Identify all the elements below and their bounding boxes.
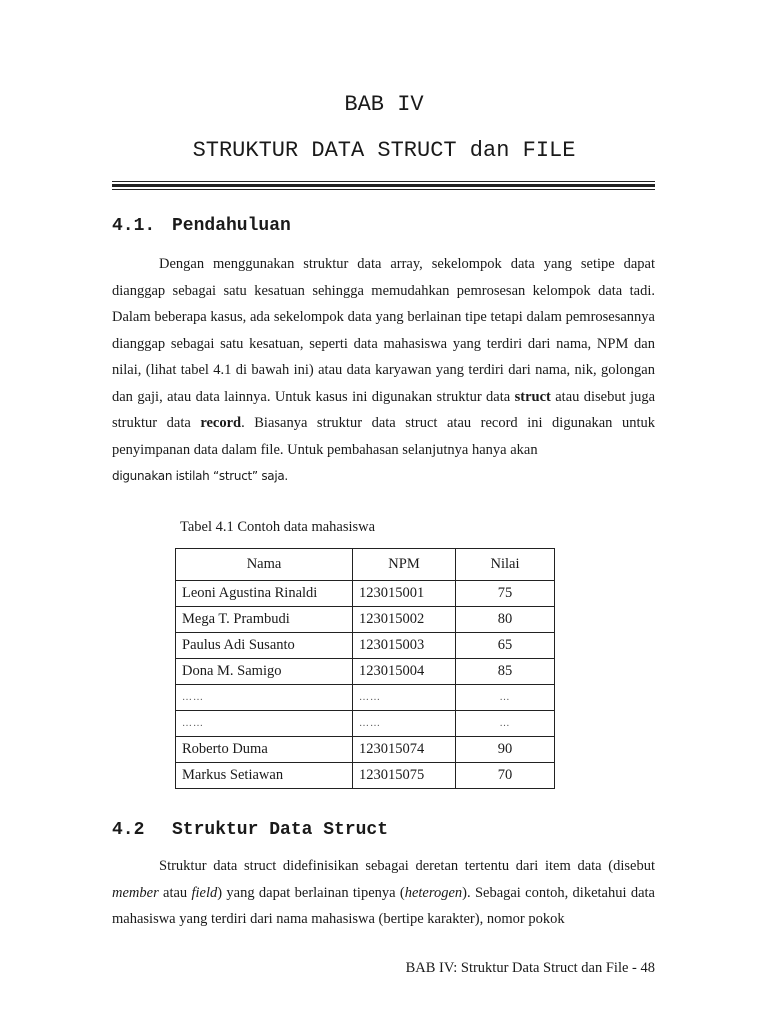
cell-npm: 123015075 xyxy=(353,763,456,789)
cell-nama: Markus Setiawan xyxy=(176,763,353,789)
paragraph-text: ). Sebagai contoh, diketahui data mahasiswa yang terdiri dari nama mahasiswa (bertipe karakter), nomor pokok xyxy=(112,884,655,927)
table-row xyxy=(176,633,555,659)
cell-nilai: … xyxy=(456,711,555,737)
title-rule-bottom xyxy=(112,189,655,190)
header-nama: Nama xyxy=(176,549,353,581)
section-number: 4.2 xyxy=(112,820,145,840)
term-member: member xyxy=(112,884,159,901)
cell-nama: Leoni Agustina Rinaldi xyxy=(176,581,353,607)
paragraph-last-line: digunakan istilah “struct” saja. xyxy=(112,469,288,483)
title-rule-top xyxy=(112,181,655,182)
section-heading-pendahuluan xyxy=(112,216,291,236)
table-row xyxy=(176,607,555,633)
cell-nama: Mega T. Prambudi xyxy=(176,607,353,633)
term-field: field xyxy=(191,884,218,901)
cell-nilai: … xyxy=(456,685,555,711)
cell-npm: 123015002 xyxy=(353,607,456,633)
term-record: record xyxy=(200,415,242,431)
cell-nama: Paulus Adi Susanto xyxy=(176,633,353,659)
cell-npm: 123015003 xyxy=(353,633,456,659)
cell-npm: …… xyxy=(353,711,456,737)
student-data-table xyxy=(175,548,555,789)
term-struct: struct xyxy=(514,388,551,405)
cell-npm: …… xyxy=(353,685,456,711)
section-number: 4.1. xyxy=(112,216,156,236)
table-row xyxy=(176,659,555,685)
intro-paragraph xyxy=(112,251,655,490)
cell-nilai: 90 xyxy=(456,737,555,763)
section-title: Pendahuluan xyxy=(172,216,291,236)
table-row xyxy=(176,737,555,763)
paragraph-text: atau xyxy=(158,884,192,901)
cell-nilai: 85 xyxy=(456,659,555,685)
table-row xyxy=(176,763,555,789)
cell-nilai: 75 xyxy=(456,581,555,607)
table-row-ellipsis xyxy=(176,685,555,711)
paragraph-text: Dengan menggunakan struktur data array, sekelompok data yang setipe dapat dianggap sebagai satu kesatuan sehingga memudahkan pemrosesan kelompok data tadi. Dalam beberapa kasus, ada sekelompok data yang berlainan tipe tetapi dalam pemrosesannya dianggap sebagai satu kesatuan, seperti data mahasiswa yang terdiri dari nama, NPM dan nilai, (lihat tabel 4.1 di bawah ini) atau data karyawan yang terdiri dari nama, nik, golongan dan gaji, atau data lainnya. Untuk kasus ini digunakan struktur data xyxy=(112,256,655,405)
cell-nilai: 70 xyxy=(456,763,555,789)
paragraph-text: . Biasanya struktur data struct atau record ini digunakan untuk penyimpanan data dalam file. Untuk pembahasan selanjutnya hanya akan xyxy=(112,415,655,458)
page-footer: BAB IV: Struktur Data Struct dan File - 48 xyxy=(405,960,655,976)
header-npm: NPM xyxy=(353,549,456,581)
cell-nilai: 65 xyxy=(456,633,555,659)
cell-nilai: 80 xyxy=(456,607,555,633)
header-nilai: Nilai xyxy=(456,549,555,581)
chapter-number: BAB IV xyxy=(344,92,424,117)
table-caption: Tabel 4.1 Contoh data mahasiswa xyxy=(180,519,376,535)
cell-nama: …… xyxy=(176,685,353,711)
cell-nama: Dona M. Samigo xyxy=(176,659,353,685)
cell-nama: Roberto Duma xyxy=(176,737,353,763)
cell-npm: 123015004 xyxy=(353,659,456,685)
struct-paragraph xyxy=(112,853,655,933)
intro-paragraph-body xyxy=(112,251,655,463)
chapter-title: STRUKTUR DATA STRUCT dan FILE xyxy=(192,138,576,163)
section-heading-struktur-data-struct xyxy=(112,820,388,840)
paragraph-text: Struktur data struct didefinisikan sebagai deretan tertentu dari item data (disebut xyxy=(159,858,655,874)
table-row xyxy=(176,581,555,607)
paragraph-text: atau disebut juga struktur data xyxy=(112,388,655,431)
title-rule-thick xyxy=(112,184,655,187)
section-title: Struktur Data Struct xyxy=(172,820,389,840)
term-heterogen: heterogen xyxy=(404,884,463,901)
paragraph-text: ) yang dapat berlainan tipenya ( xyxy=(217,884,405,901)
cell-npm: 123015074 xyxy=(353,737,456,763)
table-row-ellipsis xyxy=(176,711,555,737)
cell-nama: …… xyxy=(176,711,353,737)
table-header-row xyxy=(176,549,555,581)
cell-npm: 123015001 xyxy=(353,581,456,607)
